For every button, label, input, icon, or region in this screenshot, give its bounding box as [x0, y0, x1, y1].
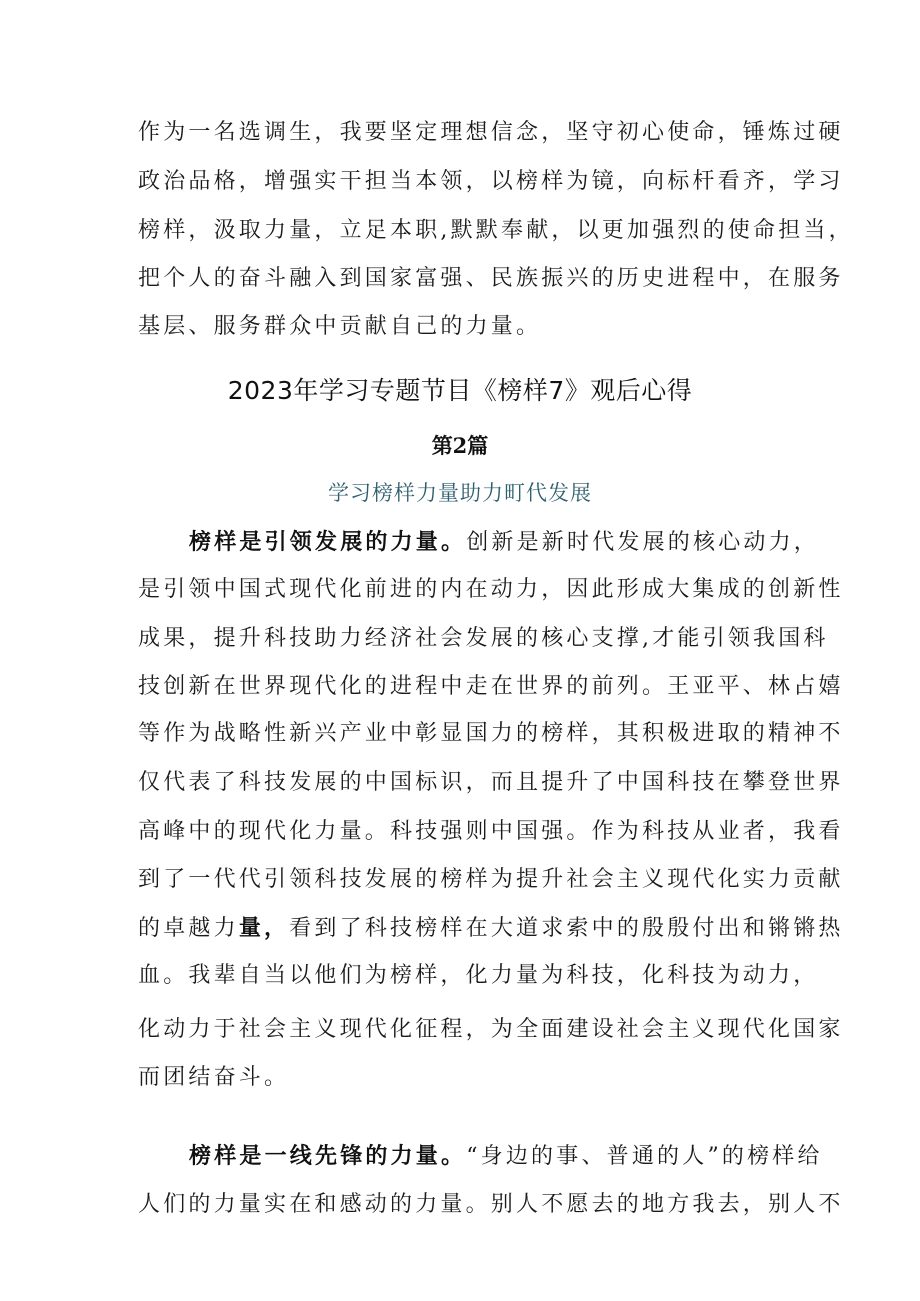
- page-title: 2023年学习专题节目《榜样7》观后心得: [227, 376, 693, 405]
- section1-line-3: 技创新在世界现代化的进程中走在世界的前列。王亚平、林占嬉: [138, 674, 844, 699]
- section1-lead: [189, 527, 819, 557]
- intro-line-5: 基层、服务群众中贡献自己的力量。: [138, 314, 542, 339]
- section1-lead-text: 创新是新时代发展的核心动力，: [466, 530, 820, 555]
- section1-line-9: 血。我辈自当以他们为榜样，化力量为科技，化科技为动力，: [138, 963, 819, 988]
- section1-line-2: 成果，提升科技助力经济社会发展的核心支撑,才能引领我国科: [138, 626, 829, 651]
- section1-line-8-rest: 看到了科技榜样在大道求索中的殷殷付出和锵锵热: [289, 916, 844, 941]
- intro-line-2: 政治品格，增强实干担当本领，以榜样为镜，向标杆看齐，学习: [138, 169, 844, 194]
- section1-line-10: 化动力于社会主义现代化征程，为全面建设社会主义现代化国家: [138, 1017, 844, 1042]
- section1-lead-bold: 榜样是引领发展的力量。: [189, 529, 467, 555]
- section2-lead-bold: 榜样是一线先锋的力量。: [189, 1143, 467, 1169]
- section1-line-8: [138, 913, 844, 943]
- section1-line-6: 高峰中的现代化力量。科技强则中国强。作为科技从业者，我看: [138, 819, 844, 844]
- intro-line-4: 把个人的奋斗融入到国家富强、民族振兴的历史进程中，在服务: [138, 266, 844, 291]
- section2-lead-text: “身边的事、普通的人”的榜样给: [466, 1144, 823, 1169]
- section1-line-5: 仅代表了科技发展的中国标识，而且提升了中国科技在攀登世界: [138, 770, 844, 795]
- intro-line-1: 作为一名选调生，我要坚定理想信念，坚守初心使命，锤炼过硬: [138, 120, 844, 145]
- section1-line-8-start: 的卓越力: [138, 916, 239, 941]
- article-number: 第2篇: [431, 433, 489, 458]
- section1-line-8-bold: 量，: [238, 915, 290, 941]
- section1-line-4: 等作为战略性新兴产业中彰显国力的榜样，其积极进取的精神不: [138, 721, 844, 746]
- section1-line-1: 是引领中国式现代化前进的内在动力，因此形成大集成的创新性: [138, 577, 844, 602]
- section1-line-11: 而团结奋斗。: [138, 1065, 290, 1090]
- section2-line-1: 人们的力量实在和感动的力量。别人不愿去的地方我去，别人不: [138, 1192, 844, 1217]
- section2-lead: [189, 1141, 823, 1171]
- intro-line-3: 榜样，汲取力量，立足本职,默默奉献，以更加强烈的使命担当，: [138, 218, 854, 243]
- article-subtitle: 学习榜样力量助力町代发展: [328, 481, 592, 505]
- section1-line-7: 到了一代代引领科技发展的榜样为提升社会主义现代化实力贡献: [138, 867, 844, 892]
